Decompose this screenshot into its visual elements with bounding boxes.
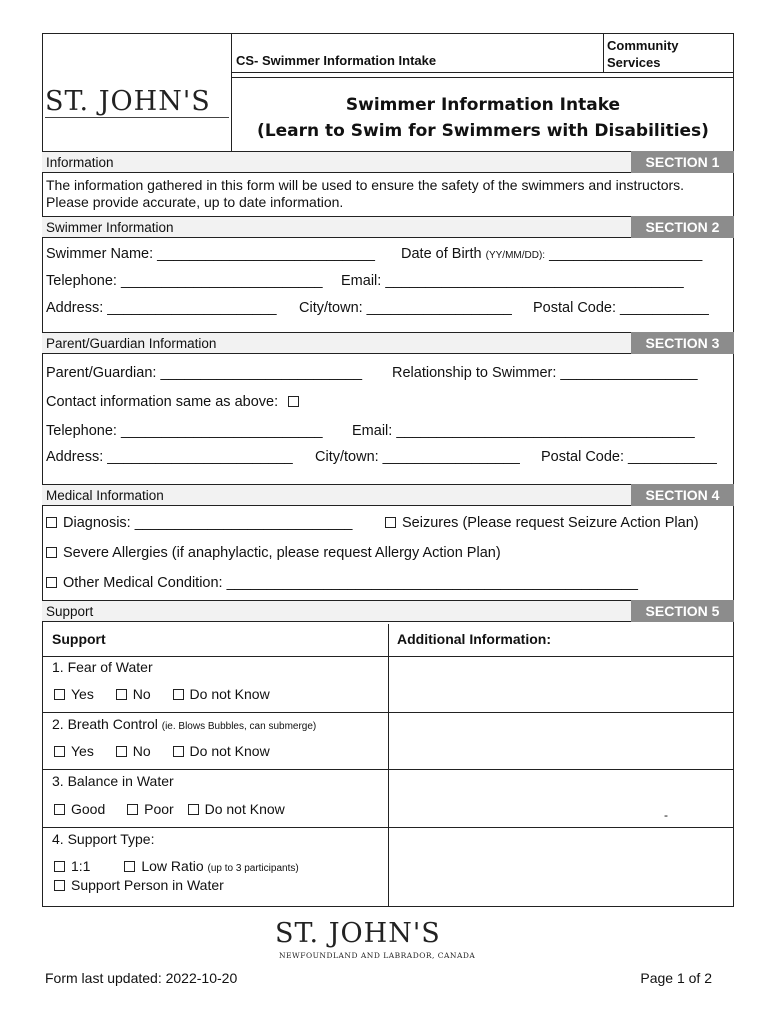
footer-tagline: NEWFOUNDLAND AND LABRADOR, CANADA: [279, 951, 476, 960]
guardian-address-field[interactable]: Address: _______________________: [46, 449, 293, 465]
department-line: Community: [607, 38, 679, 53]
option-label: Poor: [144, 801, 174, 817]
swimmer-city-field[interactable]: City/town: __________________: [299, 300, 512, 316]
section-name: Medical Information: [46, 488, 164, 503]
checkbox[interactable]: [54, 689, 65, 700]
support-column-header: Support: [52, 631, 106, 647]
dob-field[interactable]: [401, 246, 702, 262]
fear-of-water-options[interactable]: [54, 686, 270, 702]
option-label: No: [132, 743, 151, 759]
guardian-name-field[interactable]: Parent/Guardian: _________________________: [46, 365, 363, 381]
additional-info-column-header: Additional Information:: [397, 631, 551, 647]
title-line: Swimmer Information Intake: [345, 95, 621, 115]
page-number: Page 1 of 2: [640, 970, 712, 986]
table-row-divider: [42, 769, 734, 770]
department-line: Services: [607, 55, 661, 70]
table-row-divider: [42, 827, 734, 828]
city-logo: [45, 86, 230, 120]
option-label: Support Person in Water: [71, 877, 224, 893]
question-note: (ie. Blows Bubbles, can submerge): [161, 721, 317, 732]
swimmer-address-field[interactable]: Address: _____________________: [46, 300, 277, 316]
option-label: Yes: [71, 743, 94, 759]
section-tag: SECTION 1: [631, 151, 734, 173]
footer-logo: [275, 918, 475, 949]
checkbox[interactable]: [188, 804, 199, 815]
seizures-checkbox[interactable]: [385, 517, 396, 528]
table-row-divider: [42, 656, 734, 657]
dob-label: Date of Birth: [401, 246, 482, 262]
option-label: No: [132, 686, 151, 702]
swimmer-email-field[interactable]: Email: _____________________________________: [341, 273, 684, 289]
balance-options[interactable]: [54, 801, 285, 817]
other-condition-option[interactable]: [46, 575, 638, 591]
section-name: Parent/Guardian Information: [46, 336, 217, 351]
checkbox[interactable]: [173, 689, 184, 700]
support-person-option[interactable]: [54, 877, 224, 893]
section-name: Swimmer Information: [46, 220, 174, 235]
header-rule: [231, 77, 734, 78]
diagnosis-checkbox[interactable]: [46, 517, 57, 528]
section-5-bar: [42, 600, 734, 622]
dob-format: (YY/MM/DD):: [485, 250, 546, 261]
support-type-question: 4. Support Type:: [52, 831, 155, 847]
table-column-divider: [388, 624, 389, 907]
checkbox[interactable]: [124, 861, 135, 872]
same-contact-checkbox[interactable]: [288, 396, 299, 407]
option-label: Do not Know: [189, 686, 270, 702]
diagnosis-label: Diagnosis: ___________________________: [63, 515, 353, 531]
diagnosis-option[interactable]: [46, 515, 352, 531]
guardian-email-field[interactable]: Email: _____________________________________: [352, 423, 695, 439]
checkbox[interactable]: [116, 689, 127, 700]
section-tag: SECTION 2: [631, 216, 734, 238]
swimmer-postal-field[interactable]: Postal Code: ___________: [533, 300, 709, 316]
section-name: Information: [46, 155, 114, 170]
checkbox[interactable]: [173, 746, 184, 757]
section-2-bar: [42, 216, 734, 238]
breath-control-question: [52, 716, 316, 732]
table-row-divider: [42, 712, 734, 713]
logo-underline: [45, 117, 229, 118]
checkbox[interactable]: [54, 746, 65, 757]
subtitle-line: (Learn to Swim for Swimmers with Disabilities): [257, 121, 709, 141]
checkbox[interactable]: [54, 804, 65, 815]
section-name: Support: [46, 604, 94, 619]
balance-question: 3. Balance in Water: [52, 773, 174, 789]
relationship-field[interactable]: Relationship to Swimmer: _________________: [392, 365, 698, 381]
department-label: [607, 37, 727, 71]
option-label: Low Ratio: [141, 858, 204, 874]
option-label: Do not Know: [204, 801, 285, 817]
guardian-city-field[interactable]: City/town: _________________: [315, 449, 520, 465]
same-contact-label: Contact information same as above:: [46, 394, 279, 410]
swimmer-telephone-field[interactable]: Telephone: _________________________: [46, 273, 323, 289]
section-3-bar: [42, 332, 734, 354]
allergies-checkbox[interactable]: [46, 547, 57, 558]
other-condition-label: Other Medical Condition: ___________________________________________________: [63, 575, 638, 591]
form-updated-date: Form last updated: 2022-10-20: [45, 970, 238, 986]
support-type-options[interactable]: [54, 858, 299, 874]
guardian-postal-field[interactable]: Postal Code: ___________: [541, 449, 717, 465]
question-label: 2. Breath Control: [52, 716, 158, 732]
page-title: [232, 92, 734, 144]
dob-line: ___________________: [549, 246, 703, 262]
header-rule: [231, 72, 734, 73]
other-condition-checkbox[interactable]: [46, 577, 57, 588]
breath-control-options[interactable]: [54, 743, 270, 759]
checkbox[interactable]: [54, 861, 65, 872]
checkbox[interactable]: [127, 804, 138, 815]
option-label: Good: [71, 801, 106, 817]
support-table: [42, 624, 734, 907]
swimmer-name-field[interactable]: Swimmer Name: ___________________________: [46, 246, 375, 262]
option-note: (up to 3 participants): [207, 863, 299, 874]
footer-logo-wordmark: ST. JOHN'S: [275, 918, 441, 949]
section-tag: SECTION 4: [631, 484, 734, 506]
header-divider: [603, 33, 604, 73]
section-tag: SECTION 3: [631, 332, 734, 354]
option-label: Do not Know: [189, 743, 270, 759]
section-4-bar: [42, 484, 734, 506]
option-label: 1:1: [71, 858, 91, 874]
checkbox[interactable]: [54, 880, 65, 891]
allergies-label: Severe Allergies (if anaphylactic, please request Allergy Action Plan): [63, 545, 501, 561]
seizures-option[interactable]: [385, 515, 699, 531]
option-label: Yes: [71, 686, 94, 702]
logo-wordmark: ST. JOHN'S: [45, 86, 211, 117]
stray-mark: -: [664, 808, 668, 822]
seizures-label: Seizures (Please request Seizure Action Plan): [402, 515, 699, 531]
same-contact-option[interactable]: [46, 394, 305, 410]
checkbox[interactable]: [116, 746, 127, 757]
guardian-telephone-field[interactable]: Telephone: _________________________: [46, 423, 323, 439]
fear-of-water-question: 1. Fear of Water: [52, 659, 153, 675]
section-tag: SECTION 5: [631, 600, 734, 622]
form-code-title: CS- Swimmer Information Intake: [236, 53, 437, 68]
section-1-bar: [42, 151, 734, 173]
allergies-option[interactable]: [46, 545, 501, 561]
intro-text: The information gathered in this form will be used to ensure the safety of the swimmers and instructors. Please provide accurate, up to date information.: [46, 177, 685, 210]
